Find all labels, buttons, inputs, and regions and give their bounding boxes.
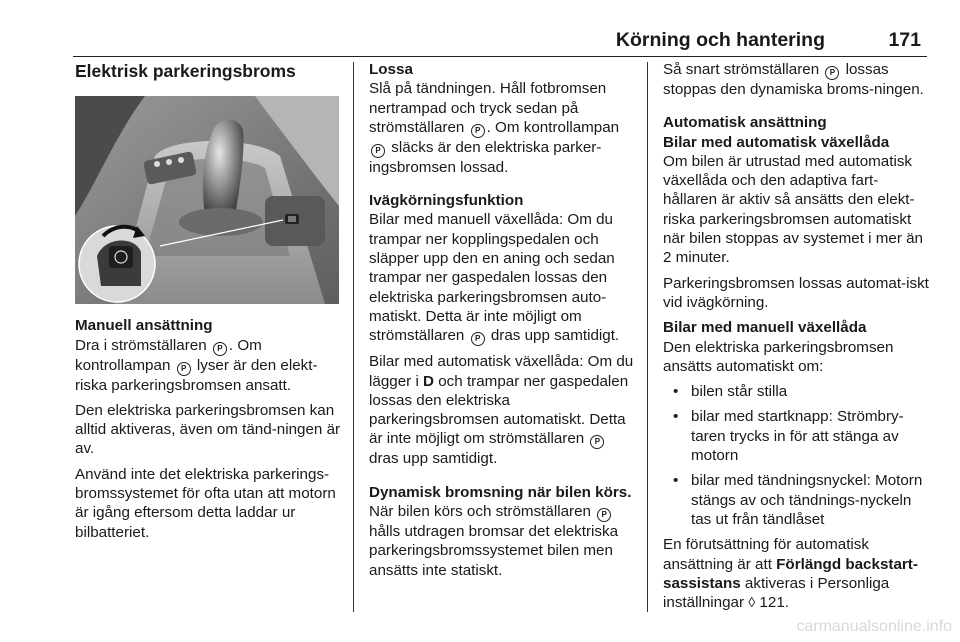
automatic-paragraph-2: Parkeringsbromsen lossas automat-iskt vid ivägkörning. (663, 274, 929, 311)
drive-off-paragraph-1: Bilar med manuell växellåda: Om du trampar ner kopplingspedalen och släpper upp den en aning och sedan trampar ner gaspedalen lossas den elektriska parkeringsbromsen auto-matiskt. Detta är inte möjligt om strömställaren P dras upp samtidigt. (369, 211, 620, 345)
dynamic-braking-paragraph: När bilen körs och strömställaren P hålls utdragen bromsar det elektriska parkeringsbromssystemet bilen men ansätts inte statiskt. (369, 503, 619, 579)
list-item: • bilar med tändningsnyckel: Motorn stängs av och tändnings-nyckeln tas ut från tändlåset (663, 471, 931, 529)
automatic-paragraph-1: Om bilen är utrustad med automatisk växellåda och den adaptiva fart-hållaren är aktiv så ansätts den elekt-riska parkeringsbromsen automatiskt när bilen stoppas av systemet i mer än 2 minuter. (663, 152, 923, 267)
manual-paragraph-2: Den elektriska parkeringsbromsen kan alltid aktiveras, även om tänd-ningen är av. (75, 401, 341, 458)
column-divider-2 (647, 62, 648, 612)
list-item: • bilen står stilla (663, 382, 931, 401)
parking-brake-icon: P (213, 342, 227, 356)
list-item: • bilar med startknapp: Strömbry-taren trycks in för att stänga av motorn (663, 407, 931, 465)
column-2 (369, 60, 637, 586)
dynamic-braking-heading: Dynamisk bromsning när bilen körs. (369, 483, 632, 501)
manual-paragraph-3: Använd inte det elektriska parkerings-bromssystemet för ofta utan att motorn är igång eftersom detta laddar ur bilbatteriet. (75, 465, 336, 541)
manual-paragraph-1: Dra i strömställaren P . Om kontrollampan P lyser är den elekt-riska parkeringsbromsen ansatt. (75, 336, 318, 394)
page-header (73, 26, 927, 57)
manual-gearbox-subheading: Bilar med manuell växellåda (663, 319, 867, 337)
parking-brake-photo (75, 96, 339, 304)
drive-off-paragraph-2: Bilar med automatisk växellåda: Om du lägger i D och trampar ner gaspedalen lossas den elektriska parkeringsbromsen automatiskt. Detta är inte möjligt om strömställaren P dras upp samtidigt. (369, 353, 634, 468)
parking-brake-icon: P (471, 332, 485, 346)
stop-paragraph: Så snart strömställaren P lossas stoppas den dynamiska broms-ningen. (663, 61, 924, 98)
chapter-title: Körning och hantering (615, 29, 825, 51)
parking-brake-icon: P (597, 508, 611, 522)
condition-list (663, 382, 931, 529)
parking-brake-icon: P (371, 144, 385, 158)
release-paragraph: Slå på tändningen. Håll fotbromsen nertrampad och tryck sedan på strömställaren P . Om kontrollampan P släcks är den elektriska parker-ingsbromsen lossad. (369, 80, 620, 176)
parking-brake-icon: P (825, 66, 839, 80)
manual-heading: Manuell ansättning (75, 317, 213, 335)
parking-brake-icon: P (590, 435, 604, 449)
release-heading: Lossa (369, 61, 413, 78)
prerequisite-paragraph: En förutsättning för automatisk ansättning är att Förlängd backstart-sassistans aktiveras i Personliga inställningar ◊ 121. (663, 536, 918, 612)
automatic-gearbox-subheading: Bilar med automatisk växellåda (663, 133, 890, 151)
column-3 (663, 60, 931, 618)
column-1 (75, 60, 343, 548)
automatic-paragraph-3: Den elektriska parkeringsbromsen ansätts automatiskt om: (663, 338, 894, 375)
automatic-heading: Automatisk ansättning (663, 114, 827, 132)
parking-brake-icon: P (177, 362, 191, 376)
watermark: carmanualsonline.info (796, 618, 952, 635)
parking-brake-icon: P (471, 124, 485, 138)
column-divider-1 (353, 62, 354, 612)
page-number: 171 (888, 29, 921, 51)
section-title: Elektrisk parkeringsbroms (75, 61, 296, 81)
page-reference-icon: ◊ (748, 594, 756, 611)
drive-off-heading: Ivägkörningsfunktion (369, 192, 524, 210)
